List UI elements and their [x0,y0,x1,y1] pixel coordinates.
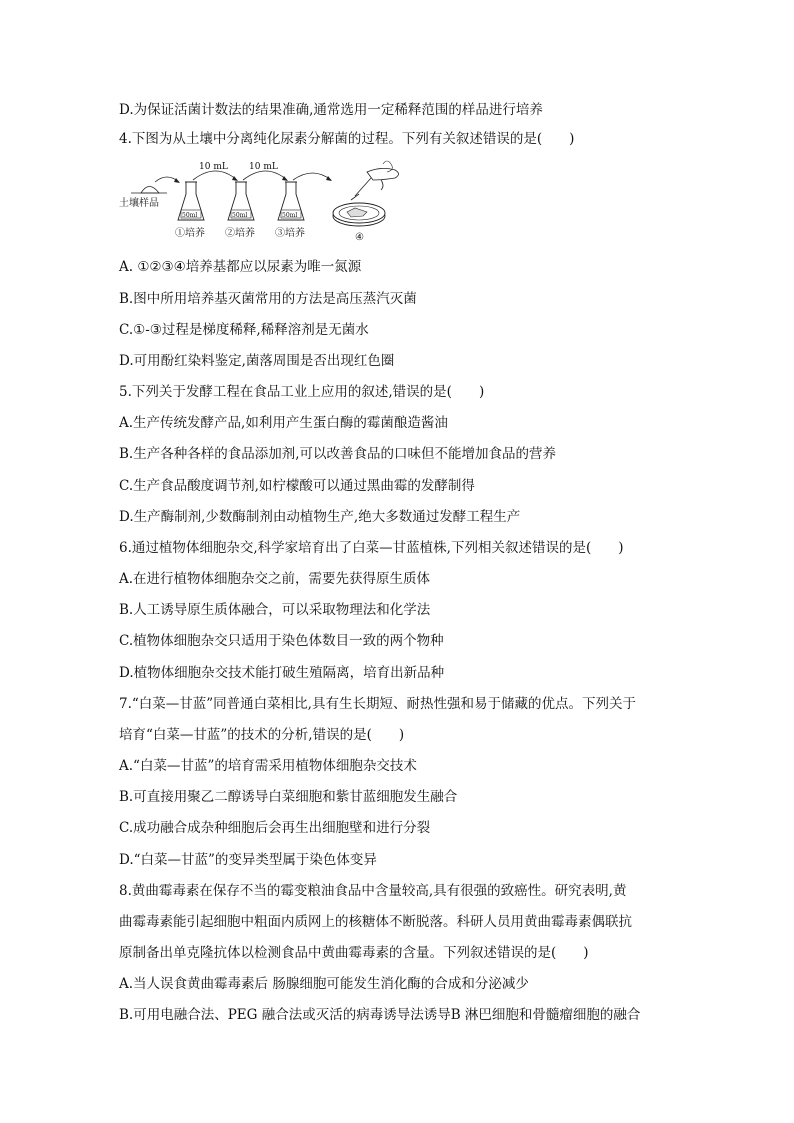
arrow-flask1-to-flask2 [193,171,237,180]
option-7c: C.成功融合成杂种细胞后会再生出细胞壁和进行分裂 [119,820,431,836]
transfer-volume-1: 10 mL [199,162,228,172]
arrow-flask2-to-flask3 [243,171,287,180]
hand-spreader-icon [351,161,399,200]
option-4b: B.图中所用培养基灭菌常用的方法是高压蒸汽灭菌 [119,291,417,307]
question-7-line-2: 培育“白菜—甘蓝”的技术的分析,错误的是( ) [119,727,405,743]
option-4c: C.①-③过程是梯度稀释,稀释溶剂是无菌水 [119,322,369,338]
step-4-label: ④ [355,232,364,243]
isolation-process-diagram [119,160,419,250]
option-4d: D.可用酚红染料鉴定,菌落周围是否出现红色圈 [119,353,395,369]
question-8-line-1: 8.黄曲霉毒素在保存不当的霉变粮油食品中含量较高,具有很强的致癌性。研究表明,黄 [119,883,627,899]
option-6c: C.植物体细胞杂交只适用于染色体数目一致的两个物种 [119,633,444,649]
option-5a: A.生产传统发酵产品,如利用产生蛋白酶的霉菌酿造酱油 [119,415,448,431]
option-6d: D.植物体细胞杂交技术能打破生殖隔离，培育出新品种 [119,665,445,681]
option-7d: D.“白菜—甘蓝”的变异类型属于染色体变异 [119,852,377,868]
option-3d: D.为保证活菌计数法的结果准确,通常选用一定稀释范围的样品进行培养 [119,102,543,118]
option-4a: A. ①②③④培养基都应以尿素为唯一氮源 [119,259,362,275]
question-5: 5.下列关于发酵工程在食品工业上应用的叙述,错误的是( ) [119,384,485,400]
option-5c: C.生产食品酸度调节剂,如柠檬酸可以通过黑曲霉的发酵制得 [119,478,475,494]
question-6: 6.通过植物体细胞杂交,科学家培育出了白菜—甘蓝植株,下列相关叙述错误的是( ) [119,540,624,556]
flask-2-volume: 50ml [232,212,248,219]
step-2-label: ②培养 [225,228,255,239]
option-8b: B.可用电融合法、PEG 融合法或灭活的病毒诱导法诱导B 淋巴细胞和骨髓瘤细胞的融合 [119,1007,641,1023]
question-4: 4.下图为从土壤中分离纯化尿素分解菌的过程。下列有关叙述错误的是( ) [119,131,575,147]
option-7a: A.“白菜—甘蓝”的培育需采用植物体细胞杂交技术 [119,758,417,774]
petri-dish-icon [333,203,385,226]
flask-1-volume: 50ml [182,212,198,219]
step-3-label: ③培养 [275,228,305,239]
transfer-volume-2: 10 mL [249,162,278,172]
question-8-line-2: 曲霉毒素能引起细胞中粗面内质网上的核糖体不断脱落。科研人员用黄曲霉毒素偶联抗 [119,914,632,930]
option-6a: A.在进行植物体细胞杂交之前，需要先获得原生质体 [119,571,431,587]
soil-sample-label: 土壤样品 [119,198,159,209]
soil-pile-icon [141,187,159,194]
option-5b: B.生产各种各样的食品添加剂,可以改善食品的口味但不能增加食品的营养 [119,446,557,462]
flask-3-volume: 50ml [282,212,298,219]
question-8-line-3: 原制备出单克隆抗体以检测食品中黄曲霉毒素的含量。下列叙述错误的是( ) [119,945,589,961]
option-7b: B.可直接用聚乙二醇诱导白菜细胞和紫甘蓝细胞发生融合 [119,789,458,805]
question-7-line-1: 7.“白菜—甘蓝”同普通白菜相比,具有生长期短、耐热性强和易于储藏的优点。下列关于 [119,696,636,712]
option-6b: B.人工诱导原生质体融合，可以采取物理法和化学法 [119,602,431,618]
arrow-flask3-to-plate [293,173,331,180]
option-8a: A.当人误食黄曲霉毒素后 肠腺细胞可能发生消化酶的合成和分泌减少 [119,976,529,992]
step-1-label: ①培养 [175,228,205,239]
option-5d: D.生产酶制剂,少数酶制剂由动植物生产,绝大多数通过发酵工程生产 [119,509,521,525]
